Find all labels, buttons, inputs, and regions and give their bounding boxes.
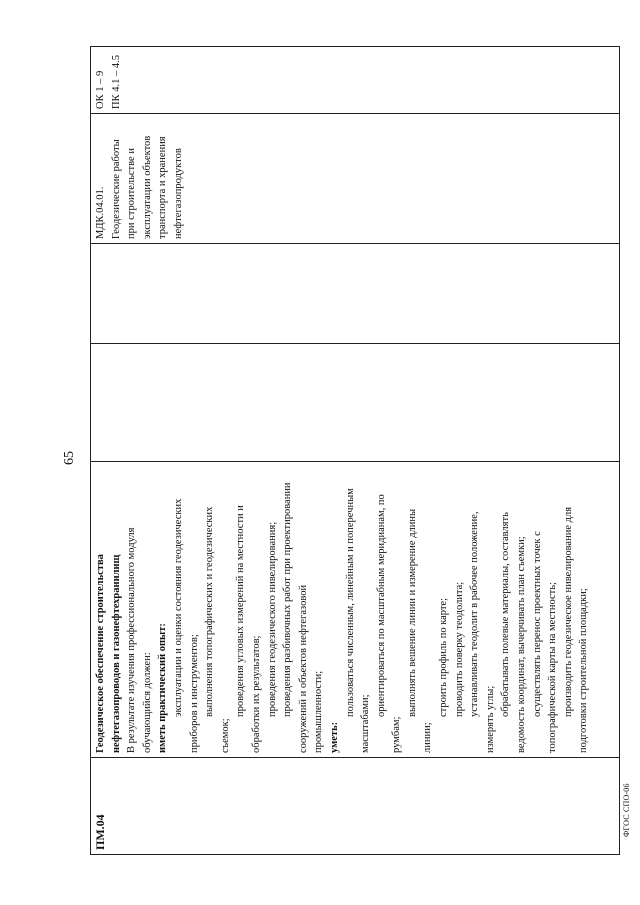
content-line: приборов и инструментов;	[188, 634, 200, 753]
content-line: строить профиль по карте;	[438, 597, 450, 717]
content-line: обработки их результатов;	[250, 635, 262, 753]
competence-codes	[93, 51, 124, 109]
content-line: пользоваться численным, линейным и поперечным	[344, 488, 356, 717]
content-line: выполнения топографических и геодезических	[204, 506, 216, 717]
empty-cell	[91, 344, 620, 462]
mdk-line: Геодезические работы	[110, 139, 122, 239]
content-line: эксплуатации и оценки состояния геодезических	[172, 498, 184, 717]
content-line: линии;	[422, 722, 434, 753]
content-line: проведения геодезического нивелирования;	[266, 521, 278, 717]
content-line: проведения разбивочных работ при проектировании	[282, 482, 294, 717]
footer-code: ФГОС СПО-06	[622, 783, 631, 837]
content-line: подготовки строительной площадки;	[578, 588, 590, 753]
content-line: нефтегазопроводов и газонефтехранилищ	[110, 554, 122, 753]
curriculum-table	[90, 46, 620, 855]
content-line: осуществлять перенос проектных точек с	[531, 531, 543, 717]
content-line: проведения угловых измерений на местности и	[235, 505, 247, 717]
competence-cell	[91, 47, 620, 114]
competence-line: ПК 4.1 – 4.5	[110, 55, 122, 109]
empty-cell	[91, 244, 620, 344]
content-line: выполнять вешение линии и измерение длины	[406, 508, 418, 717]
mdk-line: нефтегазопродуктов	[172, 148, 184, 239]
content-line: иметь практический опыт:	[157, 623, 169, 753]
module-code-cell	[91, 758, 620, 855]
content-line: обрабатывать полевые материалы, составлять	[500, 512, 512, 717]
mdk-line: эксплуатации объектов	[141, 135, 153, 239]
mdk-line: транспорта и хранения	[157, 136, 169, 239]
content-line: сооружений и объектов нефтегазовой	[297, 584, 309, 753]
content-line: проводить поверку теодолита;	[453, 581, 465, 717]
module-content-cell	[91, 462, 620, 758]
content-line: ведомость координат, вычерчивать план съемки;	[516, 536, 528, 753]
content-line: обучающийся должен:	[141, 652, 153, 753]
competence-line: ОК 1 – 9	[95, 70, 106, 109]
content-line: съемок;	[219, 718, 231, 753]
content-line: ориентироваться по масштабным меридианам, по	[375, 494, 387, 717]
mdk-title	[93, 118, 187, 239]
content-line: румбам;	[391, 716, 403, 753]
content-line: устанавливать теодолит в рабочее положение,	[469, 511, 481, 717]
content-line: производить геодезическое нивелирование для	[562, 506, 574, 717]
page-number: 65	[62, 451, 77, 465]
mdk-cell	[91, 114, 620, 244]
content-line: уметь:	[328, 721, 340, 753]
mdk-line: МДК.04.01.	[95, 186, 106, 239]
mdk-line: при строительстве и	[126, 148, 138, 239]
module-content	[93, 466, 592, 753]
content-line: В результате изучения профессионального модуля	[126, 527, 138, 753]
table-row	[91, 47, 620, 855]
module-code: ПМ.04	[93, 814, 107, 850]
content-line: Геодезическое обеспечение строительства	[95, 554, 106, 753]
content-line: топографической карты на местность;	[547, 582, 559, 753]
content-line: масштабами;	[360, 694, 372, 753]
content-line: измерять углы;	[484, 685, 496, 753]
content-line: промышленности;	[313, 670, 325, 753]
